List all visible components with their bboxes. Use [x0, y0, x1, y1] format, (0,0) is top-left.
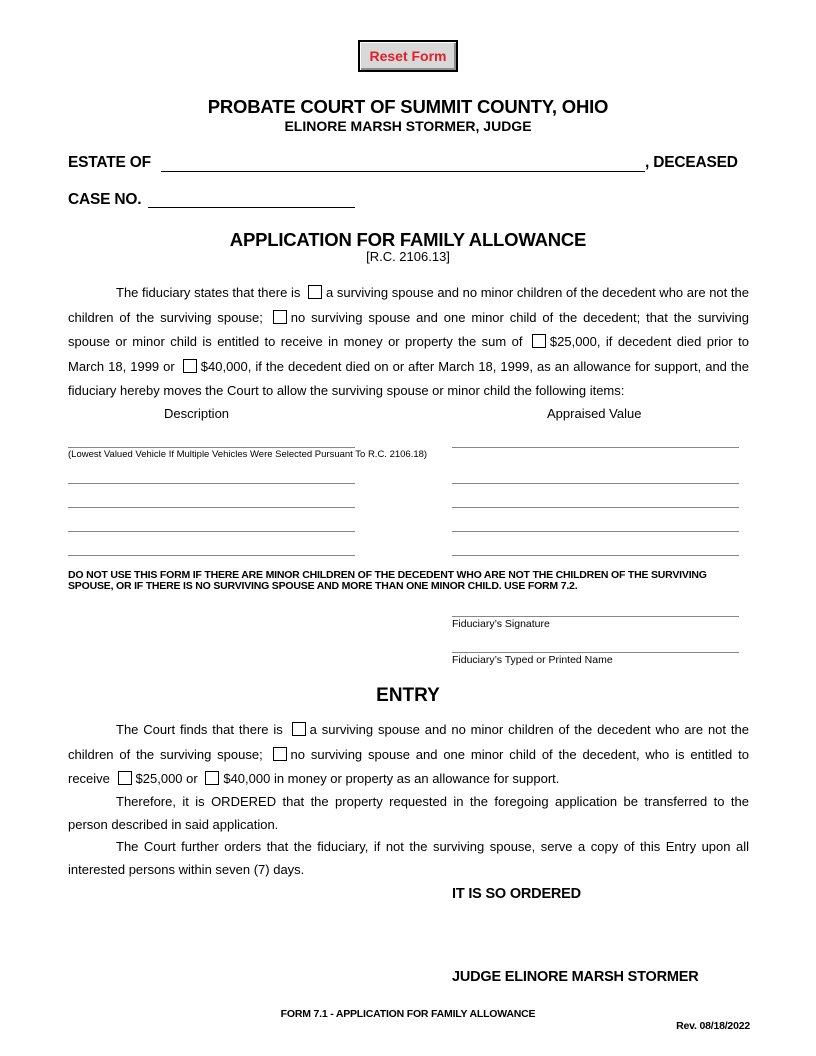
item-4-description-field[interactable] — [68, 531, 355, 532]
item-4-value-field[interactable] — [452, 531, 739, 532]
minor-child-option-text: no surviving spouse and one minor child of the decedent; that the surviving spouse or minor child is entitled to receive in money or property the sum of — [68, 309, 749, 349]
entry-service-paragraph — [68, 836, 749, 881]
item-5-value-field[interactable] — [452, 555, 739, 556]
amount-25k-text: $25,000, if decedent died prior to March 18, 1999 or — [68, 334, 749, 374]
order-service-text: The Court further orders that the fiduciary, if not the surviving spouse, serve a copy of this Entry upon all interested persons within seven (7) days. — [68, 839, 749, 877]
entry-minor-child-checkbox[interactable] — [273, 747, 287, 761]
case-number-label: CASE NO. — [68, 191, 142, 208]
entry-minor-child-text: no surviving spouse and one minor child of the decedent, who is entitled to receive — [68, 746, 749, 786]
amount-40k-text: $40,000, if the decedent died on or after March 18, 1999, as an allowance for support, and the fiduciary hereby moves the Court to allow the surviving spouse or minor child the following items: — [68, 358, 749, 398]
fiduciary-signature-label: Fiduciary’s Signature — [452, 618, 550, 630]
case-number-field[interactable] — [148, 207, 355, 208]
estate-label: ESTATE OF — [68, 154, 151, 171]
form-warning: DO NOT USE THIS FORM IF THERE ARE MINOR CHILDREN OF THE DECEDENT WHO ARE NOT THE CHILDREN OF THE SURVIVING SPOUSE, OR IF THERE IS NO SURVIVING SPOUSE AND MORE THAN ONE MINOR CHILD. USE FORM 7.2. — [68, 569, 707, 592]
entry-intro: The Court finds that there is — [116, 722, 283, 737]
item-3-description-field[interactable] — [68, 507, 355, 508]
application-title: APPLICATION FOR FAMILY ALLOWANCE — [229, 229, 587, 250]
revision-date: Rev. 08/18/2022 — [676, 1020, 750, 1032]
application-paragraph — [68, 281, 749, 404]
amount-40k-checkbox[interactable] — [183, 359, 197, 373]
order-transfer-text: Therefore, it is ORDERED that the property requested in the foregoing application be transferred to the person described in said application. — [68, 794, 749, 832]
reset-form-button[interactable]: Reset Form — [358, 40, 458, 72]
judge-subtitle: ELINORE MARSH STORMER, JUDGE — [284, 118, 532, 134]
deceased-label: , DECEASED — [645, 154, 738, 171]
court-title: PROBATE COURT OF SUMMIT COUNTY, OHIO — [207, 96, 609, 117]
fiduciary-signature-field[interactable] — [452, 616, 739, 617]
description-column-header: Description — [164, 406, 230, 421]
item-2-value-field[interactable] — [452, 483, 739, 484]
entry-amount-40k-checkbox[interactable] — [205, 771, 219, 785]
application-intro: The fiduciary states that there is — [116, 285, 301, 300]
entry-amount-40k-text: $40,000 in money or property as an allowance for support. — [223, 771, 560, 786]
entry-surviving-spouse-text: a surviving spouse and no minor children of the decedent who are not the children of the surviving spouse; — [68, 722, 749, 762]
entry-order-paragraph — [68, 791, 749, 836]
minor-child-checkbox[interactable] — [273, 310, 287, 324]
item-2-description-field[interactable] — [68, 483, 355, 484]
entry-amount-25k-text: $25,000 or — [135, 771, 198, 786]
entry-surviving-spouse-checkbox[interactable] — [292, 722, 306, 736]
so-ordered-label: IT IS SO ORDERED — [452, 886, 581, 902]
vehicle-note: (Lowest Valued Vehicle If Multiple Vehicles Were Selected Pursuant To R.C. 2106.18) — [68, 449, 428, 460]
item-1-description-field[interactable] — [68, 447, 355, 448]
surviving-spouse-checkbox[interactable] — [308, 285, 322, 299]
judge-signature-label: JUDGE ELINORE MARSH STORMER — [452, 969, 699, 985]
form-footer-title: FORM 7.1 - APPLICATION FOR FAMILY ALLOWANCE — [280, 1008, 536, 1020]
fiduciary-name-label: Fiduciary’s Typed or Printed Name — [452, 654, 613, 666]
estate-name-field[interactable] — [161, 171, 645, 172]
fiduciary-name-field[interactable] — [452, 652, 739, 653]
amount-25k-checkbox[interactable] — [532, 334, 546, 348]
item-3-value-field[interactable] — [452, 507, 739, 508]
surviving-spouse-option-text: a surviving spouse and no minor children of the decedent who are not the children of the surviving spouse; — [68, 285, 749, 325]
entry-findings-paragraph — [68, 718, 749, 792]
entry-amount-25k-checkbox[interactable] — [118, 771, 132, 785]
item-5-description-field[interactable] — [68, 555, 355, 556]
entry-title: ENTRY — [376, 685, 440, 706]
statute-reference: [R.C. 2106.13] — [366, 249, 450, 264]
item-1-value-field[interactable] — [452, 447, 739, 448]
appraised-value-column-header: Appraised Value — [547, 406, 642, 421]
